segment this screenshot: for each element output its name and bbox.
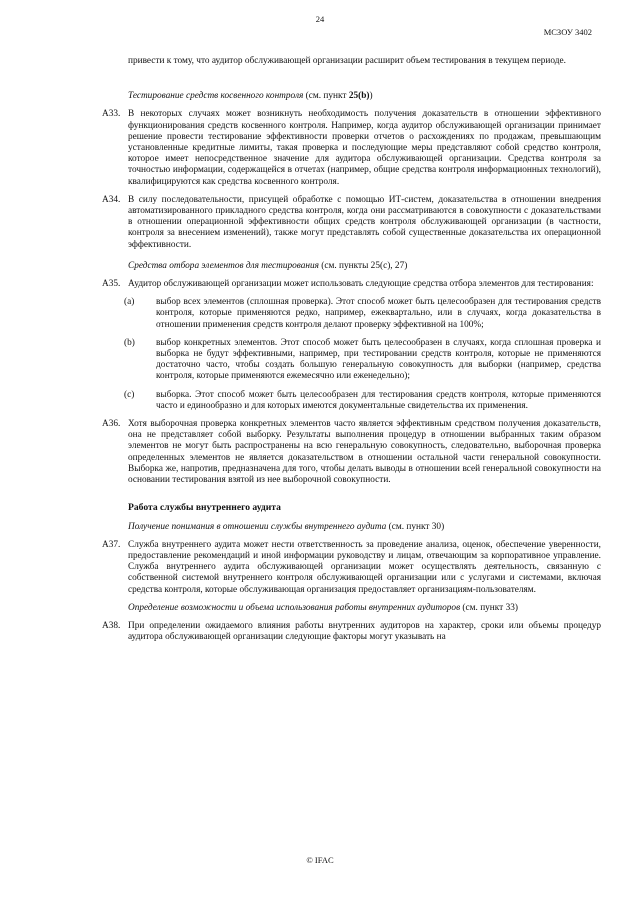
heading-understanding-rest: (см. пункт 30) (386, 521, 445, 532)
heading-use-italic: Определение возможности и объема использования работы внутренних аудиторов (128, 602, 461, 613)
footer-copyright: © IFAC (306, 855, 334, 865)
paragraph-a35 (102, 279, 601, 412)
heading-understanding-italic: Получение понимания в отношении службы внутреннего аудита (128, 521, 387, 532)
continuation-text: привести к тому, что аудитор обслуживающей организации расширит объем тестирования в текущем периоде. (128, 56, 566, 66)
paragraph-a37 (102, 539, 601, 596)
paragraph-a36 (102, 419, 601, 486)
paragraph-text: В некоторых случаях может возникнуть необходимость получения доказательств в отношении эффективного функционирования средств косвенного контроля. Например, когда аудитор обслуживающей организации принимает решение провести тестирование эффективности проверки отчетов о расхождениях по продажам, превышающим установленные кредитные лимиты, такая проверка и последующие меры представляют собой средство контроля, которое имеет непосредственное значение для аудитора обслуживающей организации. Средства контроля за точностью информации, содержащейся в отчетах (например, общие средства контроля информационных технологий), квалифицируются как средства косвенного контроля. (128, 109, 601, 187)
sub-items (124, 297, 601, 412)
heading-indirect-controls-end: ) (369, 91, 373, 102)
paragraph-text: При определении ожидаемого влияния работы внутренних аудиторов на характер, сроки или объемы процедур аудитора обслуживающей организации следующие факторы могут указывать на (128, 620, 601, 643)
paragraph-text: В силу последовательности, присущей обработке с помощью ИТ-систем, доказательства в отношении внедрения автоматизированного прикладного средства контроля, когда они рассматриваются в совокупности с доказательствами в отношении операционной эффективности общих средств контроля обслуживающей организации (в частности, контроля за внесением изменений), также могут представлять собой существенные доказательства их операционной эффективности. (128, 194, 601, 250)
heading-indirect-controls-ref: 25(b) (348, 91, 370, 102)
paragraph-text: Хотя выборочная проверка конкретных элементов часто является эффективным средством получения доказательств, она не представляет собой выборку. Результаты выполнения процедур в отношении выбранных таким образом элементов не могут быть распространены на всю генеральную совокупность, следовательно, выборочная проверка определенных элементов не является доказательством в отношении остальной части генеральной совокупности. Выборка же, напротив, предназначена для того, чтобы делать выводы в отношении всей генеральной совокупности на основании тестирования взятой из нее выборочной совокупности. (128, 419, 601, 486)
heading-use-of-internal-auditors (128, 603, 601, 614)
document-code: МСЗОУ 3402 (543, 27, 592, 37)
document-body (102, 56, 601, 650)
heading-indirect-controls-italic: Тестирование средств косвенного контроля (128, 91, 304, 102)
paragraph-a38 (102, 620, 601, 643)
heading-use-rest: (см. пункт 33) (460, 602, 518, 613)
sub-item-c (124, 389, 601, 412)
paragraph-number: A37. (102, 539, 121, 550)
paragraph-a34 (102, 194, 601, 251)
paragraph-number: A36. (102, 419, 121, 430)
heading-selection-means (128, 261, 601, 272)
sub-item-text: выбор всех элементов (сплошная проверка). Этот способ может быть целесообразен для тестирования средств контроля, которые применяются редко, например, ежеквартально, или в случаях, когда доказательства в отношении применения средств контроля делают проверку эффективной на 100%; (156, 297, 601, 330)
paragraph-text: Служба внутреннего аудита может нести ответственность за проведение анализа, оценок, обеспечение уверенности, предоставление рекомендаций и иной информации руководству и лицам, отвечающим за корпоративное управление. Служба внутреннего аудита обслуживающей организации может осуществлять деятельность, связанную с собственной системой внутреннего контроля обслуживающей организации или с услугами и системами, включая средства контроля, которые обслуживающая организация предоставляет организациям-пользователям. (128, 539, 601, 595)
sub-item-b (124, 337, 601, 383)
page-number: 24 (315, 14, 325, 24)
paragraph-number: A33. (102, 109, 121, 120)
heading-understanding-internal-audit (128, 522, 601, 533)
section-heading-internal-audit: Работа службы внутреннего аудита (128, 502, 281, 514)
sub-item-a (124, 297, 601, 331)
sub-item-text: выборка. Этот способ может быть целесообразен для тестирования средств контроля, которые применяются часто и единообразно и для которых имеются документальные свидетельства их применения. (156, 389, 601, 411)
heading-indirect-controls (128, 91, 601, 102)
paragraph-number: A35. (102, 279, 121, 290)
paragraph-text: Аудитор обслуживающей организации может использовать следующие средства отбора элементов для тестирования: (128, 279, 594, 290)
paragraph-a33 (102, 109, 601, 187)
paragraph-number: A38. (102, 620, 121, 631)
sub-item-label: (c) (124, 389, 135, 400)
sub-item-text: выбор конкретных элементов. Этот способ может быть целесообразен в случаях, когда сплошная проверка и выборка не будут эффективными, например, при тестировании средств контроля, которые не применяются достаточно часто, чтобы создать большую генеральную совокупность для выборки (например, средства контроля, которые применяются ежемесячно или еженедельно); (156, 337, 601, 382)
heading-selection-means-italic: Средства отбора элементов для тестирования (128, 260, 319, 271)
heading-indirect-controls-rest: (см. пункт (303, 91, 349, 102)
paragraph-number: A34. (102, 194, 121, 205)
heading-selection-means-rest: (см. пункты 25(c), 27) (318, 260, 408, 271)
sub-item-label: (a) (124, 297, 135, 308)
sub-item-label: (b) (124, 337, 135, 348)
